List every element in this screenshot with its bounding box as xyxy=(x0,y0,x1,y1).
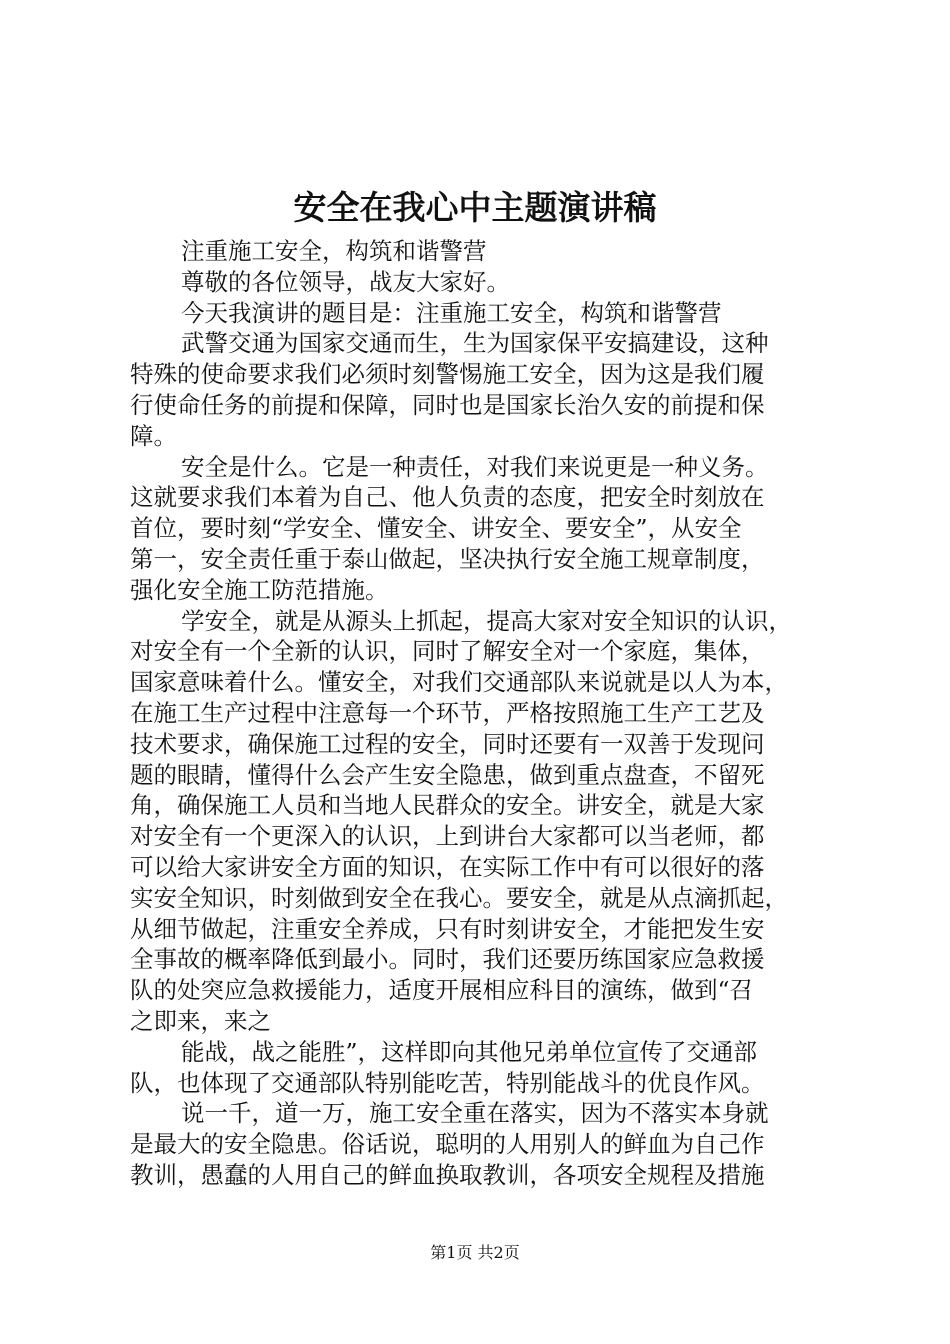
text-line: 今天我演讲的题目是：注重施工安全，构筑和谐警营 xyxy=(181,298,722,327)
text-line: 队，也体现了交通部队特别能吃苦，特别能战斗的优良作风。 xyxy=(130,1068,765,1097)
text-line: 注重施工安全，构筑和谐警营 xyxy=(181,237,487,265)
text-line: 之即来，来之 xyxy=(130,1006,271,1035)
text-line: 尊敬的各位领导，战友大家好。 xyxy=(181,267,510,296)
text-line: 安全是什么。它是一种责任，对我们来说更是一种义务。 xyxy=(181,452,769,481)
text-line: 武警交通为国家交通而生，生为国家保平安搞建设，这种 xyxy=(181,329,769,358)
text-line: 在施工生产过程中注意每一个环节，严格按照施工生产工艺及 xyxy=(130,698,765,727)
text-line: 技术要求，确保施工过程的安全，同时还要有一双善于发现问 xyxy=(130,729,765,758)
text-line: 题的眼睛，懂得什么会产生安全隐患，做到重点盘查，不留死 xyxy=(130,760,765,789)
text-line: 能战，战之能胜”，这样即向其他兄弟单位宣传了交通部 xyxy=(181,1037,758,1066)
text-line: 对安全有一个更深入的认识，上到讲台大家都可以当老师，都 xyxy=(130,822,765,851)
text-line: 国家意味着什么。懂安全，对我们交通部队来说就是以人为本， xyxy=(130,668,788,697)
document-body xyxy=(130,236,830,1191)
text-line: 从细节做起，注重安全养成，只有时刻讲安全，才能把发生安 xyxy=(130,914,765,943)
text-line: 队的处突应急救援能力，适度开展相应科目的演练，做到“召 xyxy=(130,976,754,1005)
text-line: 特殊的使命要求我们必须时刻警惕施工安全，因为这是我们履 xyxy=(130,360,765,389)
text-line: 行使命任务的前提和保障，同时也是国家长治久安的前提和保 xyxy=(130,390,765,419)
page-footer: 第1页 共2页 xyxy=(430,1243,520,1262)
text-line: 对安全有一个全新的认识，同时了解安全对一个家庭，集体， xyxy=(130,637,765,666)
text-line: 是最大的安全隐患。俗话说，聪明的人用别人的鲜血为自己作 xyxy=(130,1130,765,1159)
text-line: 首位，要时刻“学安全、懂安全、讲安全、要安全”，从安全 xyxy=(130,514,742,543)
text-line: 障。 xyxy=(130,421,177,450)
document-title: 安全在我心中主题演讲稿 xyxy=(293,188,657,227)
text-line: 教训，愚蠢的人用自己的鲜血换取教训，各项安全规程及措施 xyxy=(130,1160,765,1189)
text-line: 第一，安全责任重于泰山做起，坚决执行安全施工规章制度， xyxy=(130,544,765,573)
text-line: 这就要求我们本着为自己、他人负责的态度，把安全时刻放在 xyxy=(130,483,765,512)
text-line: 全事故的概率降低到最小。同时，我们还要历练国家应急救援 xyxy=(130,945,765,974)
text-line: 可以给大家讲安全方面的知识，在实际工作中有可以很好的落 xyxy=(130,852,765,881)
text-line: 角，确保施工人员和当地人民群众的安全。讲安全，就是大家 xyxy=(130,791,765,820)
text-line: 强化安全施工防范措施。 xyxy=(130,575,389,604)
text-line: 实安全知识，时刻做到安全在我心。要安全，就是从点滴抓起， xyxy=(130,883,788,912)
text-line: 说一千，道一万，施工安全重在落实，因为不落实本身就 xyxy=(181,1099,769,1128)
text-line: 学安全，就是从源头上抓起，提高大家对安全知识的认识， xyxy=(181,606,792,635)
